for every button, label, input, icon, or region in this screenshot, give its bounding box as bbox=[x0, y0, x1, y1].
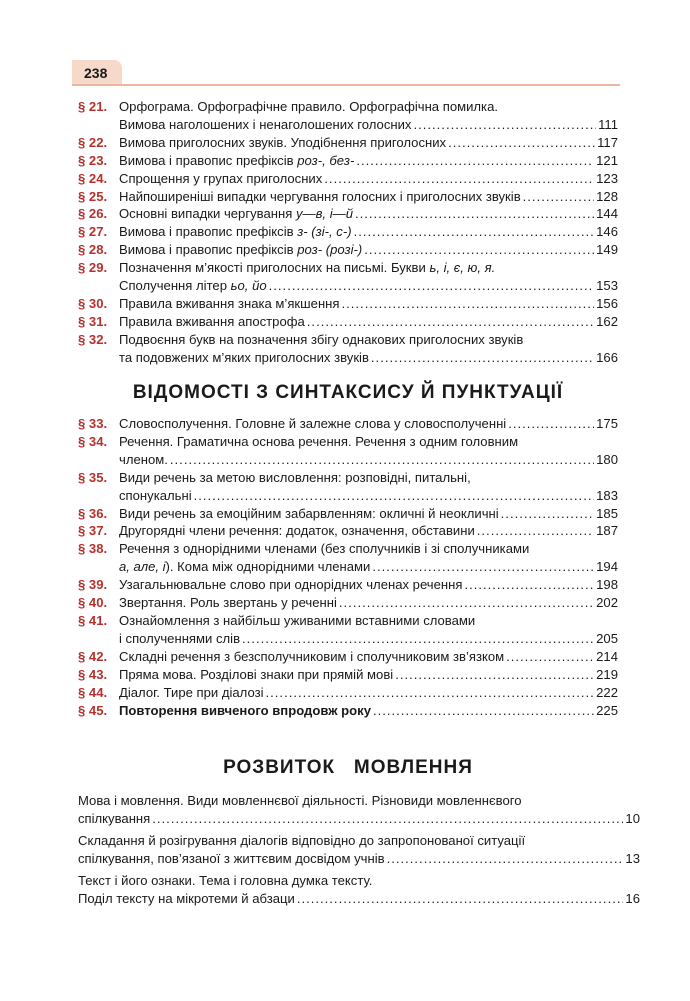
entry-line bbox=[119, 98, 618, 116]
entry-line bbox=[78, 850, 640, 868]
leader-dots bbox=[506, 648, 594, 666]
leader-dots bbox=[342, 295, 595, 313]
leader-dots bbox=[324, 170, 594, 188]
page-number-tab bbox=[72, 60, 122, 86]
toc-entry[interactable] bbox=[78, 331, 618, 367]
entry-text: Спрощення у групах приголосних bbox=[119, 170, 323, 186]
leader-dots bbox=[387, 850, 624, 868]
entry-text: і сполученнями слів bbox=[119, 630, 241, 646]
page-ref[interactable]: 10 bbox=[625, 810, 640, 826]
page-ref[interactable]: 144 bbox=[596, 206, 618, 222]
page-ref[interactable]: 205 bbox=[596, 630, 618, 646]
entry-title bbox=[78, 832, 640, 868]
section-number: § 28. bbox=[78, 242, 108, 258]
entry-title bbox=[119, 98, 618, 134]
entry-line bbox=[119, 522, 618, 540]
page-ref[interactable]: 222 bbox=[596, 684, 618, 700]
entry-title bbox=[119, 170, 618, 188]
page-ref[interactable]: 153 bbox=[596, 278, 618, 294]
page-ref[interactable]: 183 bbox=[596, 487, 618, 503]
entry-line bbox=[78, 810, 640, 828]
section-number: § 21. bbox=[78, 99, 108, 114]
leader-dots bbox=[364, 241, 594, 259]
entry-italic-text: у—в, і—й bbox=[295, 206, 353, 222]
leader-dots bbox=[297, 890, 624, 908]
toc-entry[interactable] bbox=[78, 832, 640, 868]
entry-title bbox=[119, 205, 618, 223]
toc-entry[interactable] bbox=[78, 152, 618, 170]
entry-line bbox=[78, 890, 640, 908]
entry-line bbox=[119, 433, 618, 451]
section-number: § 42. bbox=[78, 648, 108, 664]
section-number: § 40. bbox=[78, 595, 108, 611]
toc-entry[interactable] bbox=[78, 872, 640, 908]
leader-dots bbox=[371, 349, 594, 367]
leader-dots bbox=[413, 116, 596, 134]
entry-title bbox=[119, 469, 618, 505]
entry-text: Текст і його ознаки. Тема і головна думка тексту. bbox=[78, 872, 373, 888]
page-ref[interactable]: 162 bbox=[596, 313, 618, 329]
section-number: § 33. bbox=[78, 416, 108, 431]
entry-line bbox=[119, 277, 618, 295]
section-number: § 38. bbox=[78, 541, 108, 557]
toc-entry[interactable] bbox=[78, 505, 618, 523]
entry-text: Найпоширеніші випадки чергування голосних і приголосних звуків bbox=[119, 188, 521, 204]
entry-line bbox=[119, 558, 618, 576]
entry-line bbox=[78, 832, 640, 850]
page-ref[interactable]: 202 bbox=[596, 595, 618, 611]
section-number: § 26. bbox=[78, 206, 108, 222]
toc-entry[interactable] bbox=[78, 134, 618, 152]
section-number: § 36. bbox=[78, 505, 108, 521]
entry-title bbox=[119, 666, 618, 684]
entry-text: Сполучення літер ьо, йо bbox=[119, 278, 267, 294]
syntax-toc-list bbox=[78, 415, 618, 719]
entry-title bbox=[119, 540, 618, 576]
entry-text: членом. bbox=[119, 451, 168, 467]
entry-line bbox=[119, 188, 618, 206]
section-number: § 22. bbox=[78, 134, 108, 150]
speech-toc-list bbox=[78, 792, 640, 907]
section-number: § 30. bbox=[78, 295, 108, 311]
leader-dots bbox=[307, 313, 594, 331]
section-number: § 37. bbox=[78, 523, 108, 539]
entry-line bbox=[119, 540, 618, 558]
entry-text: Позначення м’якості приголосних на письмі. Букви ь, і, є, ю, я. bbox=[119, 260, 496, 276]
entry-text: Правила вживання знака м’якшення bbox=[119, 295, 340, 311]
section-number: § 32. bbox=[78, 331, 108, 347]
leader-dots bbox=[356, 152, 594, 170]
entry-text: Ознайомлення з найбільш уживаними вставними словами bbox=[119, 612, 476, 628]
entry-title bbox=[119, 223, 618, 241]
page-ref[interactable]: 149 bbox=[596, 242, 618, 258]
entry-text: Вимова і правопис префіксів роз-, без- bbox=[119, 152, 355, 168]
entry-text: ). Кома між однорідними членами bbox=[165, 559, 371, 575]
toc-entry[interactable] bbox=[78, 648, 618, 666]
toc-entry[interactable] bbox=[78, 313, 618, 331]
toc-entry[interactable] bbox=[78, 415, 618, 433]
page-ref[interactable]: 225 bbox=[596, 702, 618, 718]
entry-line bbox=[119, 594, 618, 612]
entry-italic-text: а, але, і bbox=[119, 559, 166, 575]
toc-entry[interactable] bbox=[78, 576, 618, 594]
entry-title bbox=[119, 522, 618, 540]
entry-line bbox=[78, 792, 640, 810]
entry-line bbox=[119, 451, 618, 469]
section-number: § 24. bbox=[78, 170, 108, 186]
section-number: § 23. bbox=[78, 152, 108, 168]
leader-dots bbox=[355, 205, 594, 223]
entry-text: Речення з однорідними членами (без сполучників і зі сполучниками bbox=[119, 541, 530, 557]
entry-title bbox=[119, 433, 618, 469]
spelling-toc-list bbox=[78, 98, 618, 367]
leader-dots bbox=[477, 522, 594, 540]
entry-title bbox=[119, 612, 618, 648]
page-ref[interactable]: 13 bbox=[625, 850, 640, 866]
entry-text: Другорядні члени речення: додаток, означення, обставини bbox=[119, 523, 475, 539]
leader-dots bbox=[152, 810, 623, 828]
entry-title bbox=[119, 702, 618, 720]
page-ref[interactable]: 128 bbox=[596, 188, 618, 204]
section-number: § 45. bbox=[78, 702, 108, 718]
page-ref[interactable]: 185 bbox=[596, 505, 618, 521]
entry-text: Повторення вивченого впродовж року bbox=[119, 702, 371, 718]
entry-line bbox=[119, 648, 618, 666]
speech-section bbox=[78, 757, 618, 779]
page-ref[interactable]: 16 bbox=[625, 890, 640, 906]
entry-text: Словосполучення. Головне й залежне слова у словосполученні bbox=[119, 416, 507, 431]
entry-line bbox=[119, 666, 618, 684]
entry-line bbox=[78, 872, 640, 890]
speech-section-heading: РОЗВИТОК МОВЛЕННЯ bbox=[223, 757, 473, 778]
entry-line bbox=[119, 241, 618, 259]
page-ref[interactable]: 175 bbox=[596, 416, 618, 431]
page-ref[interactable]: 117 bbox=[597, 134, 618, 150]
entry-text: Подвоєння букв на позначення збігу однакових приголосних звуків bbox=[119, 331, 524, 347]
toc-entry[interactable] bbox=[78, 205, 618, 223]
section-number: § 25. bbox=[78, 188, 108, 204]
entry-title bbox=[119, 415, 618, 433]
entry-text: Вимова наголошених і ненаголошених голосних bbox=[119, 116, 412, 132]
section-number: § 41. bbox=[78, 612, 108, 628]
entry-title bbox=[119, 313, 618, 331]
entry-line bbox=[119, 134, 618, 152]
toc-entry[interactable] bbox=[78, 259, 618, 295]
section-number: § 35. bbox=[78, 469, 108, 485]
leader-dots bbox=[373, 702, 594, 720]
page-ref[interactable]: 166 bbox=[596, 349, 618, 365]
entry-text: Основні випадки чергування у—в, і—й bbox=[119, 206, 353, 222]
entry-text bbox=[119, 558, 370, 576]
entry-title bbox=[119, 648, 618, 666]
page-ref[interactable]: 214 bbox=[596, 648, 618, 664]
toc-entry[interactable] bbox=[78, 295, 618, 313]
leader-dots bbox=[242, 630, 594, 648]
entry-line bbox=[119, 152, 618, 170]
entry-line bbox=[119, 331, 618, 349]
entry-text: спілкування, пов’язаної з життєвим досвідом учнів bbox=[78, 850, 385, 866]
page-ref[interactable]: 219 bbox=[596, 666, 618, 682]
entry-text: спілкування bbox=[78, 810, 151, 826]
toc-entry[interactable] bbox=[78, 241, 618, 259]
section-number: § 44. bbox=[78, 684, 108, 700]
entry-line bbox=[119, 415, 618, 433]
entry-text: Діалог. Тире при діалозі bbox=[119, 684, 264, 700]
entry-text: Поділ тексту на мікротеми й абзаци bbox=[78, 890, 295, 906]
entry-title bbox=[119, 594, 618, 612]
entry-italic-text: роз-, без- bbox=[297, 152, 355, 168]
entry-text: Узагальнювальне слово при однорідних членах речення bbox=[119, 577, 463, 593]
page-ref[interactable]: 111 bbox=[598, 116, 618, 132]
entry-line bbox=[119, 469, 618, 487]
entry-line bbox=[119, 702, 618, 720]
entry-title bbox=[119, 152, 618, 170]
entry-title bbox=[119, 684, 618, 702]
entry-text: Мова і мовлення. Види мовленнєвої діяльності. Різновиди мовленнєвого bbox=[78, 793, 522, 808]
toc-entry[interactable] bbox=[78, 792, 640, 828]
entry-line bbox=[119, 223, 618, 241]
entry-italic-text: ь, і, є, ю, я. bbox=[429, 260, 496, 276]
leader-dots bbox=[266, 684, 595, 702]
entry-text: Пряма мова. Розділові знаки при прямій мові bbox=[119, 666, 394, 682]
entry-line bbox=[119, 576, 618, 594]
entry-title bbox=[119, 241, 618, 259]
leader-dots bbox=[448, 134, 595, 152]
leader-dots bbox=[464, 576, 594, 594]
entry-line bbox=[119, 487, 618, 505]
page-ref[interactable]: 187 bbox=[596, 523, 618, 539]
entry-italic-text: ьо, йо bbox=[230, 278, 267, 294]
syntax-section bbox=[78, 382, 618, 404]
leader-dots bbox=[194, 487, 595, 505]
entry-line bbox=[119, 295, 618, 313]
entry-text: Види речень за емоційним забарвленням: окличні й неокличні bbox=[119, 505, 499, 521]
leader-dots bbox=[339, 594, 594, 612]
page-ref[interactable]: 156 bbox=[596, 295, 618, 311]
toc-entry[interactable] bbox=[78, 594, 618, 612]
section-number: § 34. bbox=[78, 433, 108, 449]
leader-dots bbox=[501, 505, 594, 523]
entry-line bbox=[119, 612, 618, 630]
entry-text: та подовжених м’яких приголосних звуків bbox=[119, 349, 369, 365]
toc-entry[interactable] bbox=[78, 702, 618, 720]
entry-line bbox=[119, 505, 618, 523]
entry-line bbox=[119, 313, 618, 331]
page-ref[interactable]: 123 bbox=[596, 170, 618, 186]
page-number: 238 bbox=[84, 65, 108, 81]
section-number: § 27. bbox=[78, 224, 108, 240]
entry-title bbox=[119, 331, 618, 367]
entry-line bbox=[119, 630, 618, 648]
entry-title bbox=[119, 259, 618, 295]
toc-entry[interactable] bbox=[78, 684, 618, 702]
entry-title bbox=[119, 576, 618, 594]
entry-text: спонукальні bbox=[119, 487, 192, 503]
entry-line bbox=[119, 205, 618, 223]
page-ref[interactable]: 146 bbox=[596, 224, 618, 240]
entry-title bbox=[119, 295, 618, 313]
entry-text: Складання й розігрування діалогів відповідно до запропонованої ситуації bbox=[78, 832, 526, 848]
entry-text: Речення. Граматична основа речення. Речення з одним головним bbox=[119, 433, 519, 449]
entry-line bbox=[119, 170, 618, 188]
entry-title bbox=[119, 505, 618, 523]
toc-entry[interactable] bbox=[78, 540, 618, 576]
entry-line bbox=[119, 349, 618, 367]
toc-entry[interactable] bbox=[78, 469, 618, 505]
leader-dots bbox=[170, 451, 594, 469]
section-number: § 43. bbox=[78, 666, 108, 682]
leader-dots bbox=[354, 223, 595, 241]
syntax-section-heading: ВІДОМОСТІ З СИНТАКСИСУ Й ПУНКТУАЦІЇ bbox=[132, 382, 564, 403]
entry-title bbox=[119, 188, 618, 206]
leader-dots bbox=[508, 415, 594, 433]
toc-entry[interactable] bbox=[78, 98, 618, 134]
leader-dots bbox=[372, 558, 594, 576]
entry-text: Вимова і правопис префіксів роз- (розі-) bbox=[119, 242, 363, 258]
page-ref[interactable]: 194 bbox=[596, 559, 618, 575]
toc-entry[interactable] bbox=[78, 666, 618, 684]
toc-entry[interactable] bbox=[78, 612, 618, 648]
page-ref[interactable]: 121 bbox=[596, 152, 618, 168]
entry-text: Орфограма. Орфографічне правило. Орфографічна помилка. bbox=[119, 99, 498, 114]
page-ref[interactable]: 180 bbox=[596, 451, 618, 467]
section-number: § 31. bbox=[78, 313, 108, 329]
entry-title bbox=[119, 134, 618, 152]
leader-dots bbox=[395, 666, 594, 684]
section-number: § 29. bbox=[78, 260, 108, 276]
toc-entry[interactable] bbox=[78, 170, 618, 188]
toc-entry[interactable] bbox=[78, 188, 618, 206]
entry-text: Вимова і правопис префіксів з- (зі-, с-) bbox=[119, 224, 352, 240]
entry-text: Звертання. Роль звертань у реченні bbox=[119, 595, 337, 611]
entry-title bbox=[78, 792, 640, 828]
toc-entry[interactable] bbox=[78, 223, 618, 241]
entry-text: Правила вживання апострофа bbox=[119, 313, 305, 329]
toc-entry[interactable] bbox=[78, 522, 618, 540]
entry-line bbox=[119, 684, 618, 702]
leader-dots bbox=[269, 277, 595, 295]
section-number: § 39. bbox=[78, 577, 108, 593]
toc-entry[interactable] bbox=[78, 433, 618, 469]
entry-italic-text: з- (зі-, с-) bbox=[297, 224, 352, 240]
entry-line bbox=[119, 116, 618, 134]
header-rule bbox=[72, 84, 620, 86]
entry-text: Вимова приголосних звуків. Уподібнення приголосних bbox=[119, 134, 447, 150]
entry-text: Види речень за метою висловлення: розповідні, питальні, bbox=[119, 469, 471, 485]
entry-text: Складні речення з безсполучниковим і сполучниковим зв’язком bbox=[119, 648, 505, 664]
entry-italic-text: роз- (розі-) bbox=[297, 242, 363, 258]
entry-title bbox=[78, 872, 640, 908]
leader-dots bbox=[523, 188, 594, 206]
page-ref[interactable]: 198 bbox=[596, 577, 618, 593]
entry-line bbox=[119, 259, 618, 277]
